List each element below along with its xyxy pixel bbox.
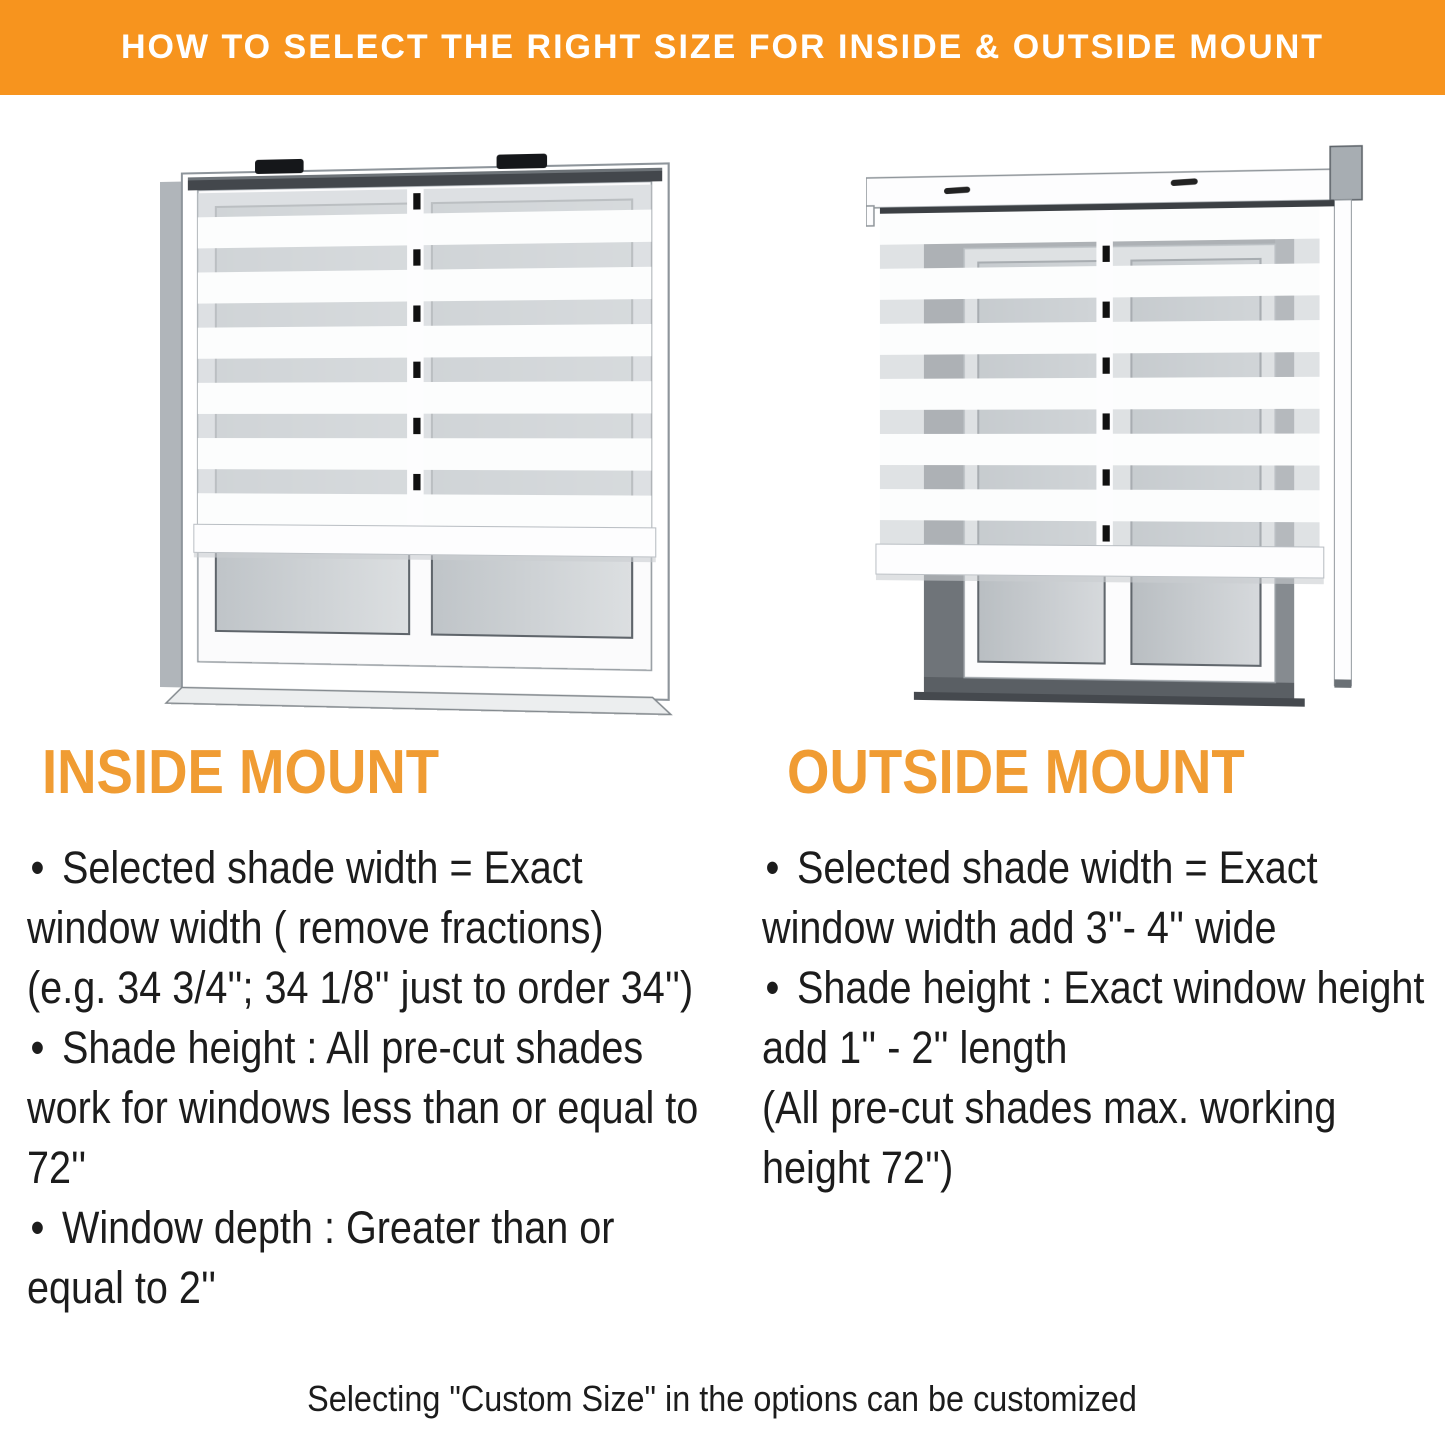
note-text: work for windows less than or equal to (27, 1082, 699, 1133)
inside-mount-notes (27, 838, 727, 1318)
note-line (762, 1078, 1363, 1138)
outside-mount-window-drawing (866, 138, 1364, 759)
header-banner (0, 0, 1445, 95)
note-text: (e.g. 34 3/4''; 34 1/8'' just to order 34'') (27, 962, 694, 1013)
note-text: (All pre-cut shades max. working (762, 1082, 1337, 1133)
note-text: Selected shade width = Exact (796, 842, 1318, 893)
note-text: 72'' (27, 1142, 87, 1193)
bullet-icon: • (30, 1022, 45, 1073)
inside-mount-illustration (160, 152, 658, 704)
note-line (762, 838, 1363, 898)
inside-mount-window-drawing (160, 140, 675, 715)
note-line (27, 1138, 643, 1198)
note-line (27, 898, 643, 958)
bullet-icon: • (30, 1202, 45, 1253)
bullet-icon: • (30, 842, 45, 893)
note-line (762, 958, 1425, 1018)
outside-mount-notes (762, 838, 1445, 1198)
end-bracket (1330, 146, 1362, 200)
side-trim (1334, 200, 1351, 688)
note-line (27, 958, 694, 1018)
note-line (27, 1258, 643, 1318)
note-line (762, 1138, 1363, 1198)
footer (0, 1378, 1445, 1420)
zebra-blind (876, 206, 1324, 584)
note-line (27, 1018, 643, 1078)
inside-mount-heading: INSIDE MOUNT (42, 738, 440, 807)
note-text: height 72'') (762, 1142, 954, 1193)
note-line (27, 1078, 699, 1138)
note-text: window width ( remove fractions) (27, 902, 604, 953)
note-line (27, 1198, 643, 1258)
note-text: equal to 2'' (27, 1262, 217, 1313)
note-text: Shade height : Exact window height (796, 962, 1425, 1013)
note-line (762, 898, 1363, 958)
note-text: Window depth : Greater than or (61, 1202, 615, 1253)
outside-mount-illustration (866, 148, 1350, 748)
zebra-blind (194, 185, 656, 563)
note-text: window width add 3''- 4'' wide (762, 902, 1277, 953)
note-text: add 1'' - 2'' length (762, 1022, 1068, 1073)
blind-bottom-rail (194, 524, 656, 557)
note-text: Selected shade width = Exact (61, 842, 583, 893)
bullet-icon: • (765, 962, 780, 1013)
bullet-icon: • (765, 842, 780, 893)
blind-bottom-rail (876, 544, 1324, 578)
note-text: Shade height : All pre-cut shades (61, 1022, 644, 1073)
note-line (27, 838, 643, 898)
outside-mount-heading: OUTSIDE MOUNT (787, 738, 1245, 807)
note-line (762, 1018, 1363, 1078)
page-title: HOW TO SELECT THE RIGHT SIZE FOR INSIDE & OUTSIDE MOUNT (120, 28, 1325, 66)
custom-size-note: Selecting "Custom Size" in the options can be customized (307, 1378, 1138, 1419)
